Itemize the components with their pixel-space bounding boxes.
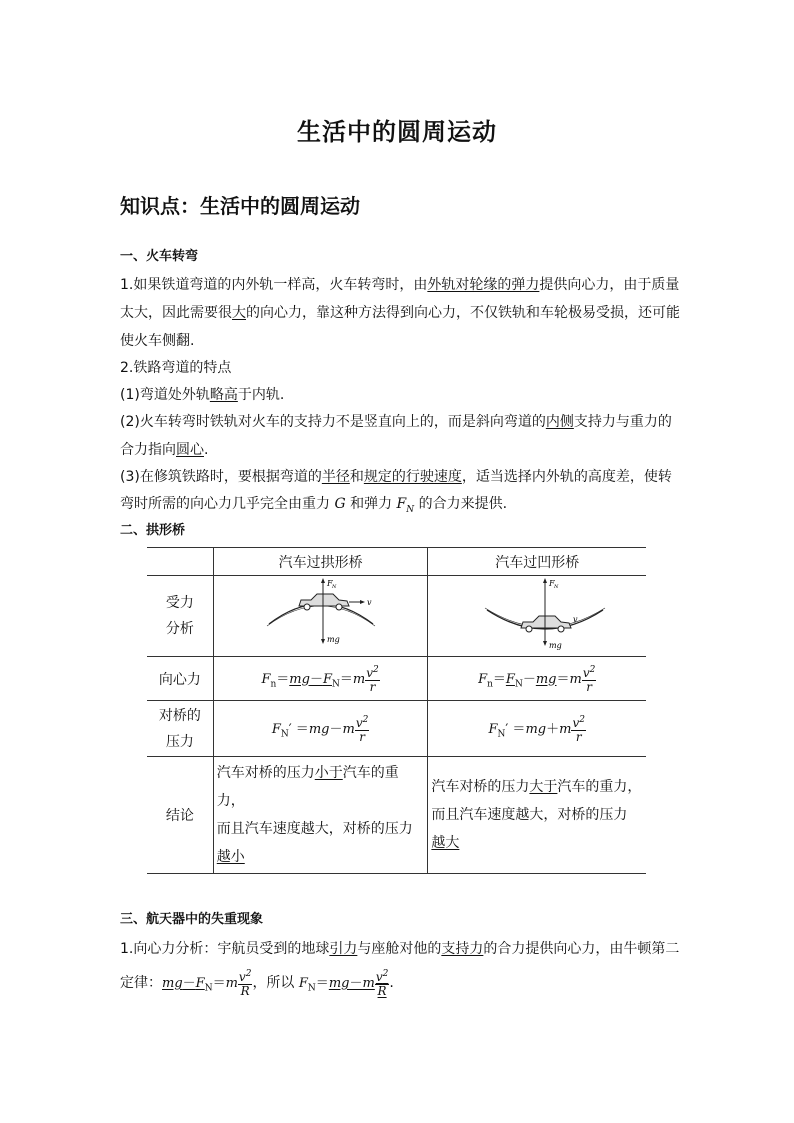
p2-item3-line2: 弯时所需的向心力几乎完全由重力 G 和弹力 $F_N$ 的合力来提供.	[120, 496, 508, 515]
fn-sub-label: N	[331, 584, 336, 590]
arch-conclusion: 汽车对桥的压力小于汽车的重力， 而且汽车速度越大，对桥的压力 越小	[213, 757, 428, 874]
fn-sub-label: N	[554, 584, 559, 590]
p2-item1: (1)弯道处外轨略高于内轨.	[120, 387, 285, 403]
concave-centripetal-formula: $F_n=F_N-mg=m$ $\frac{v^2}{r}$	[428, 657, 646, 701]
part3-heading: 三、航天器中的失重现象	[120, 912, 264, 927]
row-label-centripetal: 向心力	[147, 657, 213, 701]
v-label: v	[366, 598, 372, 607]
p1-line2: 太大，因此需要很大的向心力，靠这种方法得到向心力，不仅铁轨和车轮极易受损，还可能	[120, 305, 680, 321]
part3-line1: 1.向心力分析：宇航员受到的地球引力与座舱对他的支持力的合力提供向心力，由牛顿第二	[120, 941, 680, 957]
col-header-concave: 汽车过凹形桥	[428, 548, 646, 576]
p2-item2-line2: 合力指向圆心.	[120, 442, 209, 458]
arch-centripetal-formula: $F_n=mg-F_N=m$ $\frac{v^2}{r}$	[213, 657, 428, 701]
car-icon	[299, 594, 349, 610]
arch-bridge-diagram	[213, 576, 428, 657]
col-header-arch: 汽车过拱形桥	[213, 548, 428, 576]
p1-line1: 1.如果铁道弯道的内外轨一样高，火车转弯时，由外轨对轮缘的弹力提供向心力，由于质量	[120, 277, 680, 293]
part3-line2: 定律：$mg-F_N=m$ $\frac{v^2}{R}$ ，所以 $F_N=mg-m$ $\frac{v^2}{R}$ .	[120, 969, 394, 998]
table-corner	[147, 548, 213, 576]
mg-label: mg	[326, 635, 340, 644]
arch-bridge-figure	[221, 576, 421, 652]
part1-heading: 一、火车转弯	[120, 249, 199, 264]
fn-label: F	[549, 579, 555, 588]
row-label-conclusion: 结论	[147, 757, 213, 874]
concave-pressure-formula: $F_N' =mg+m$ $\frac{v^2}{r}$	[428, 701, 646, 757]
row-label-force: 受力 分析	[147, 576, 213, 657]
p2-heading: 2.铁路弯道的特点	[120, 360, 232, 376]
concave-bridge-diagram	[428, 576, 646, 657]
v-label: v	[573, 615, 578, 624]
section-title: 知识点：生活中的圆周运动	[120, 194, 360, 218]
row-label-pressure: 对桥的 压力	[147, 701, 213, 757]
p1-line3: 使火车侧翻.	[120, 333, 195, 349]
mg-label: mg	[549, 641, 562, 650]
page-title: 生活中的圆周运动	[297, 118, 497, 146]
bridge-comparison-table	[147, 547, 646, 874]
part2-heading: 二、拱形桥	[120, 523, 186, 538]
p2-item2-line1: (2)火车转弯时铁轨对火车的支持力不是竖直向上的，而是斜向弯道的内侧支持力与重力的	[120, 414, 672, 430]
p2-item3-line1: (3)在修筑铁路时，要根据弯道的半径和规定的行驶速度，适当选择内外轨的高度差，使转	[120, 469, 672, 485]
concave-conclusion: 汽车对桥的压力大于汽车的重力， 而且汽车速度越大，对桥的压力 越大	[428, 757, 646, 874]
fn-label: F	[326, 579, 333, 588]
arch-pressure-formula: $F_N' =mg-m$ $\frac{v^2}{r}$	[213, 701, 428, 757]
concave-bridge-figure	[437, 576, 637, 652]
